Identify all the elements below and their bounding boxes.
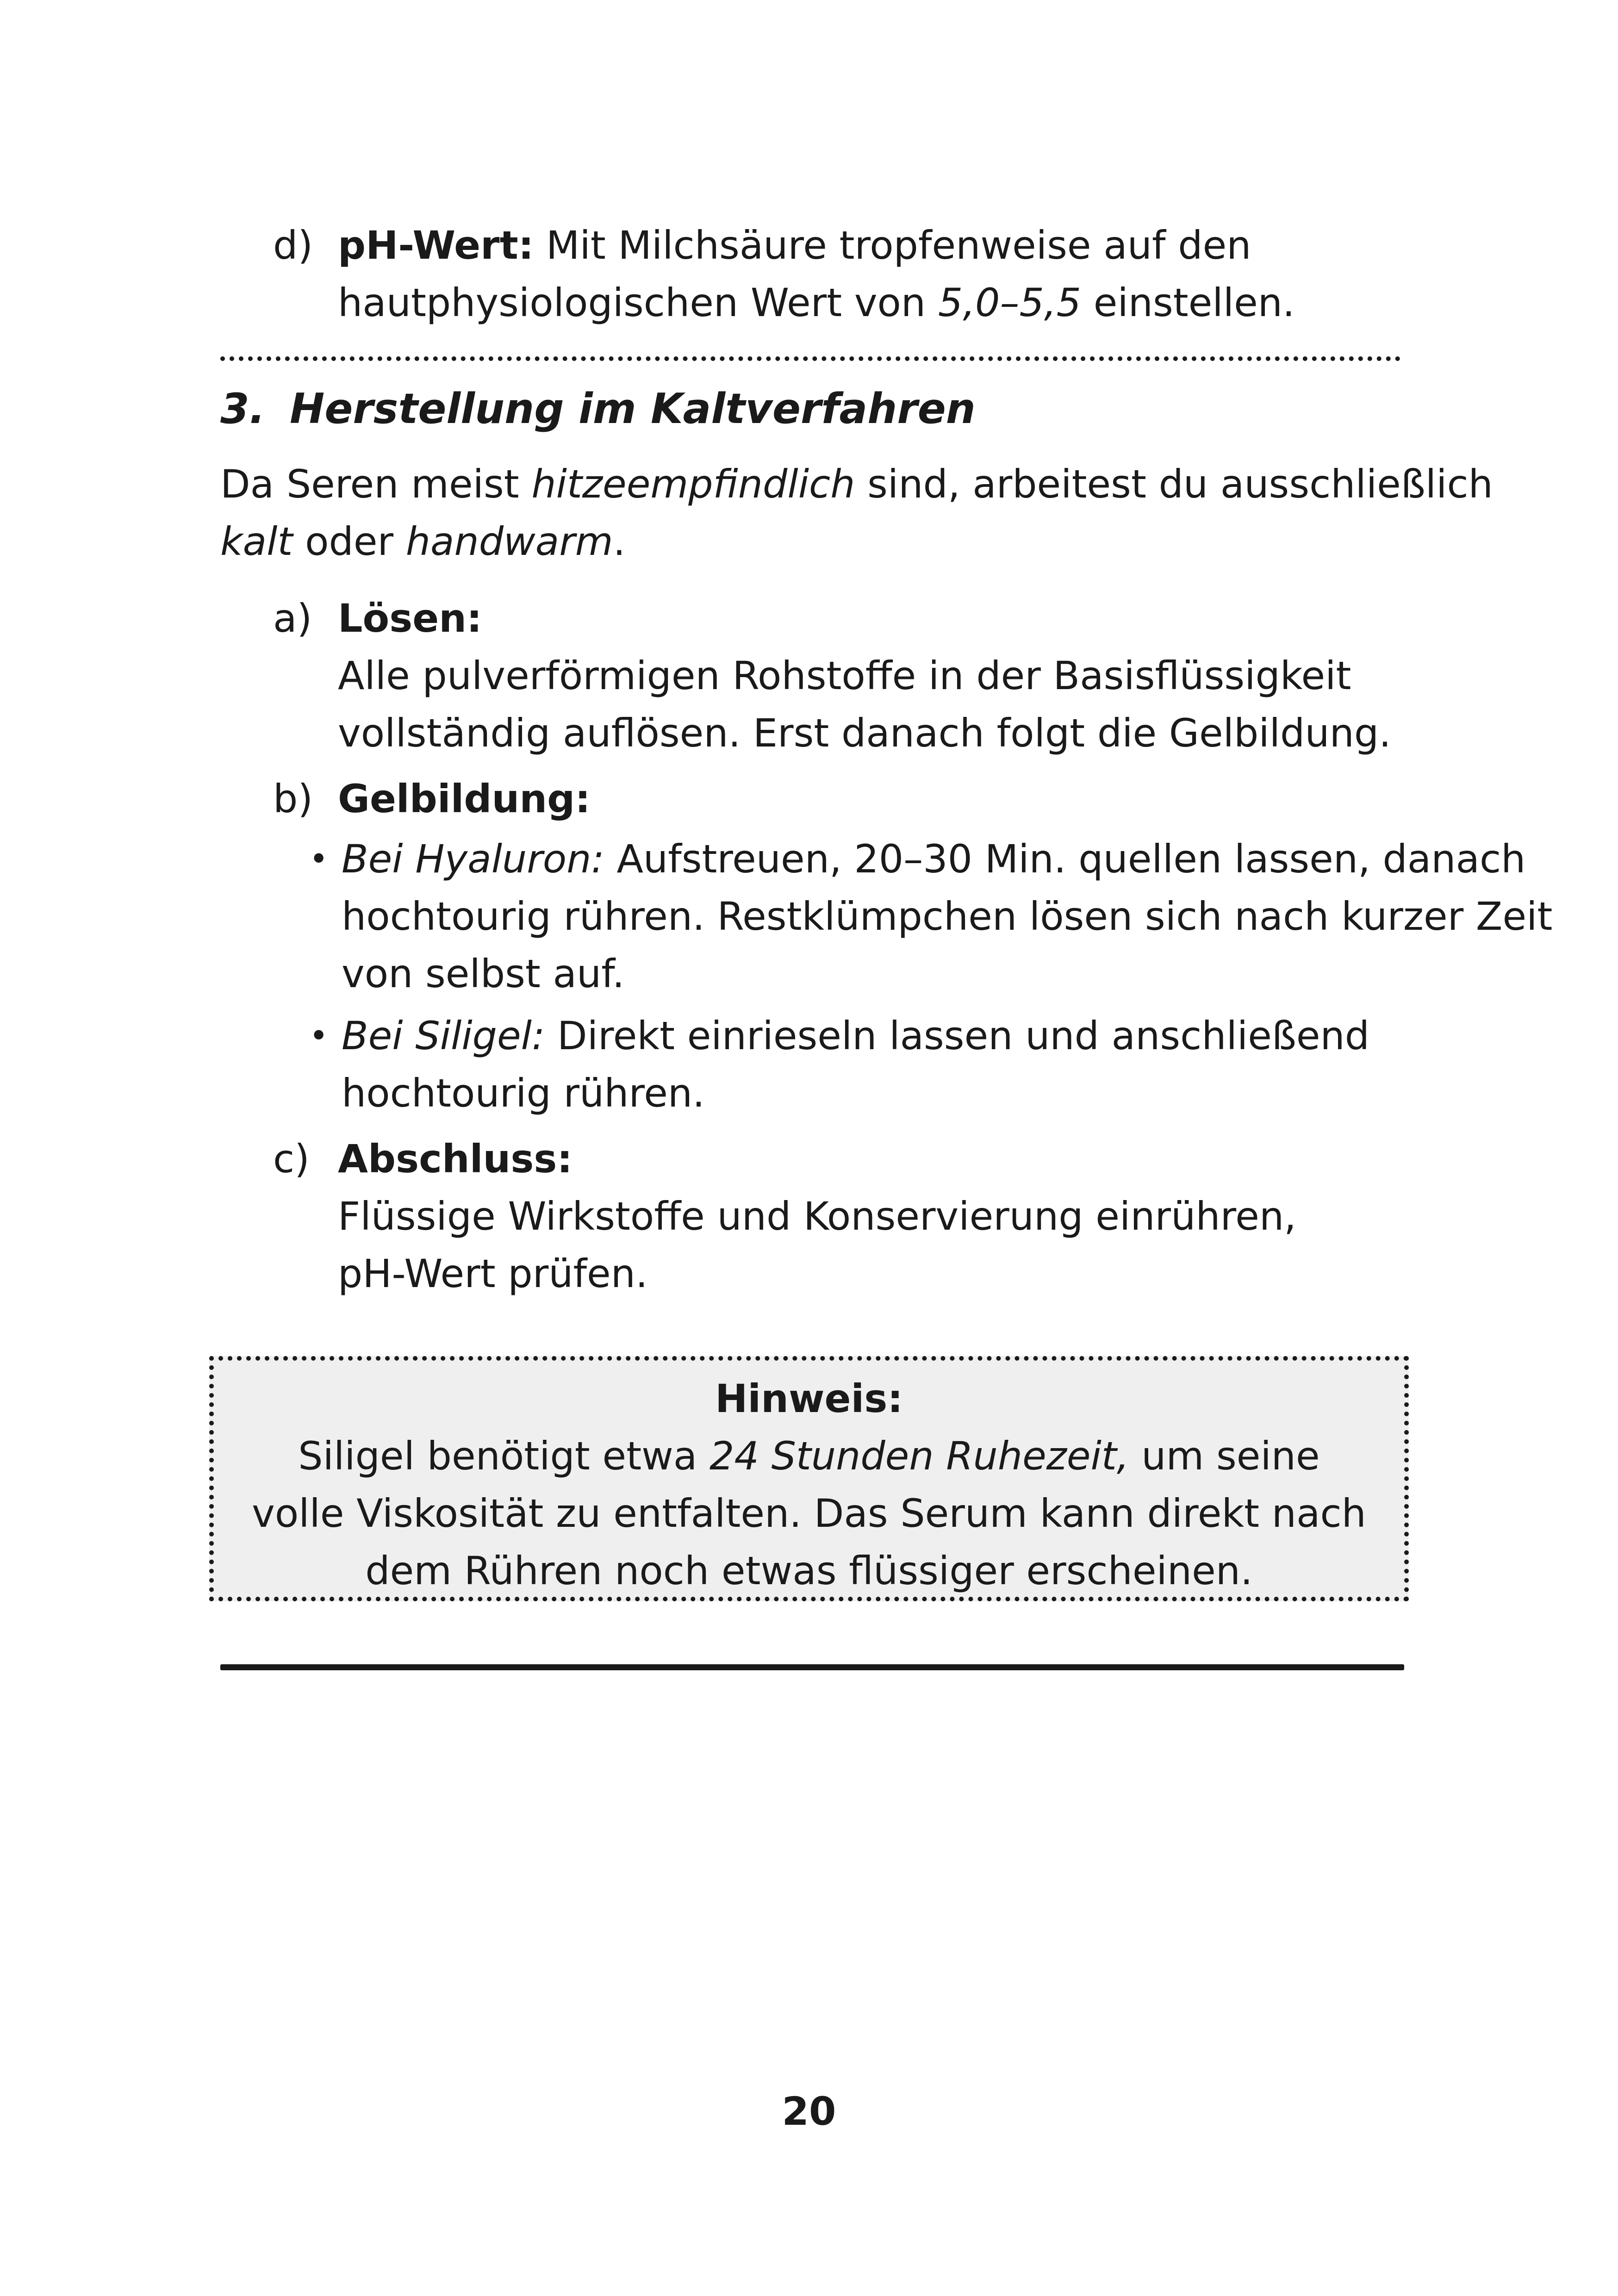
item-c-term: Abschluss: (338, 1136, 573, 1182)
item-c-marker: c) (273, 1136, 310, 1182)
item-a-line2: vollständig auflösen. Erst danach folgt die Gelbildung. (338, 710, 1391, 756)
ph-range: 5,0–5,5 (938, 280, 1082, 325)
item-a-line1: Alle pulverförmigen Rohstoffe in der Basisflüssigkeit (338, 653, 1351, 698)
item-b-term: Gelbildung: (338, 776, 591, 821)
item-c-line2: pH-Wert prüfen. (338, 1251, 648, 1296)
item-d-term: pH-Wert: (338, 223, 534, 268)
section-end-rule (220, 1664, 1404, 1670)
note-title: Hinweis: (715, 1376, 903, 1421)
section-heading: 3. Herstellung im Kaltverfahren (220, 385, 976, 433)
note-box (209, 1356, 1409, 1601)
item-d-marker: d) (273, 223, 313, 268)
bullet1-line2: hochtourig rühren. Restklümpchen lösen sich nach kurzer Zeit (342, 894, 1553, 939)
item-a-marker: a) (273, 596, 312, 641)
item-d-line2: hautphysiologischen Wert von 5,0–5,5 einstellen. (338, 280, 1295, 325)
bullet-icon: • (309, 1017, 329, 1055)
note-content (214, 1370, 1404, 1599)
bullet1-line1: Bei Hyaluron: Aufstreuen, 20–30 Min. quellen lassen, danach (342, 836, 1526, 882)
item-a-term: Lösen: (338, 596, 482, 641)
dotted-separator (220, 356, 1400, 361)
bullet2-line2: hochtourig rühren. (342, 1070, 705, 1116)
intro-line1: Da Seren meist hitzeempfindlich sind, arbeitest du ausschließlich (220, 461, 1493, 507)
bullet-icon: • (309, 840, 329, 878)
note-line3: dem Rühren noch etwas flüssiger erscheinen. (365, 1548, 1253, 1593)
note-line1: Siligel benötigt etwa 24 Stunden Ruhezeit, um seine (298, 1433, 1320, 1479)
item-c-line1: Flüssige Wirkstoffe und Konservierung einrühren, (338, 1194, 1296, 1239)
intro-line2: kalt oder handwarm. (220, 519, 626, 564)
item-b-marker: b) (273, 776, 313, 821)
note-line2: volle Viskosität zu entfalten. Das Serum kann direkt nach (252, 1491, 1366, 1536)
bullet1-line3: von selbst auf. (342, 951, 625, 996)
bullet2-line1: Bei Siligel: Direkt einrieseln lassen und anschließend (342, 1013, 1370, 1058)
item-d-line1: pH-Wert: Mit Milchsäure tropfenweise auf den (338, 223, 1251, 268)
page-number: 20 (782, 2089, 836, 2134)
